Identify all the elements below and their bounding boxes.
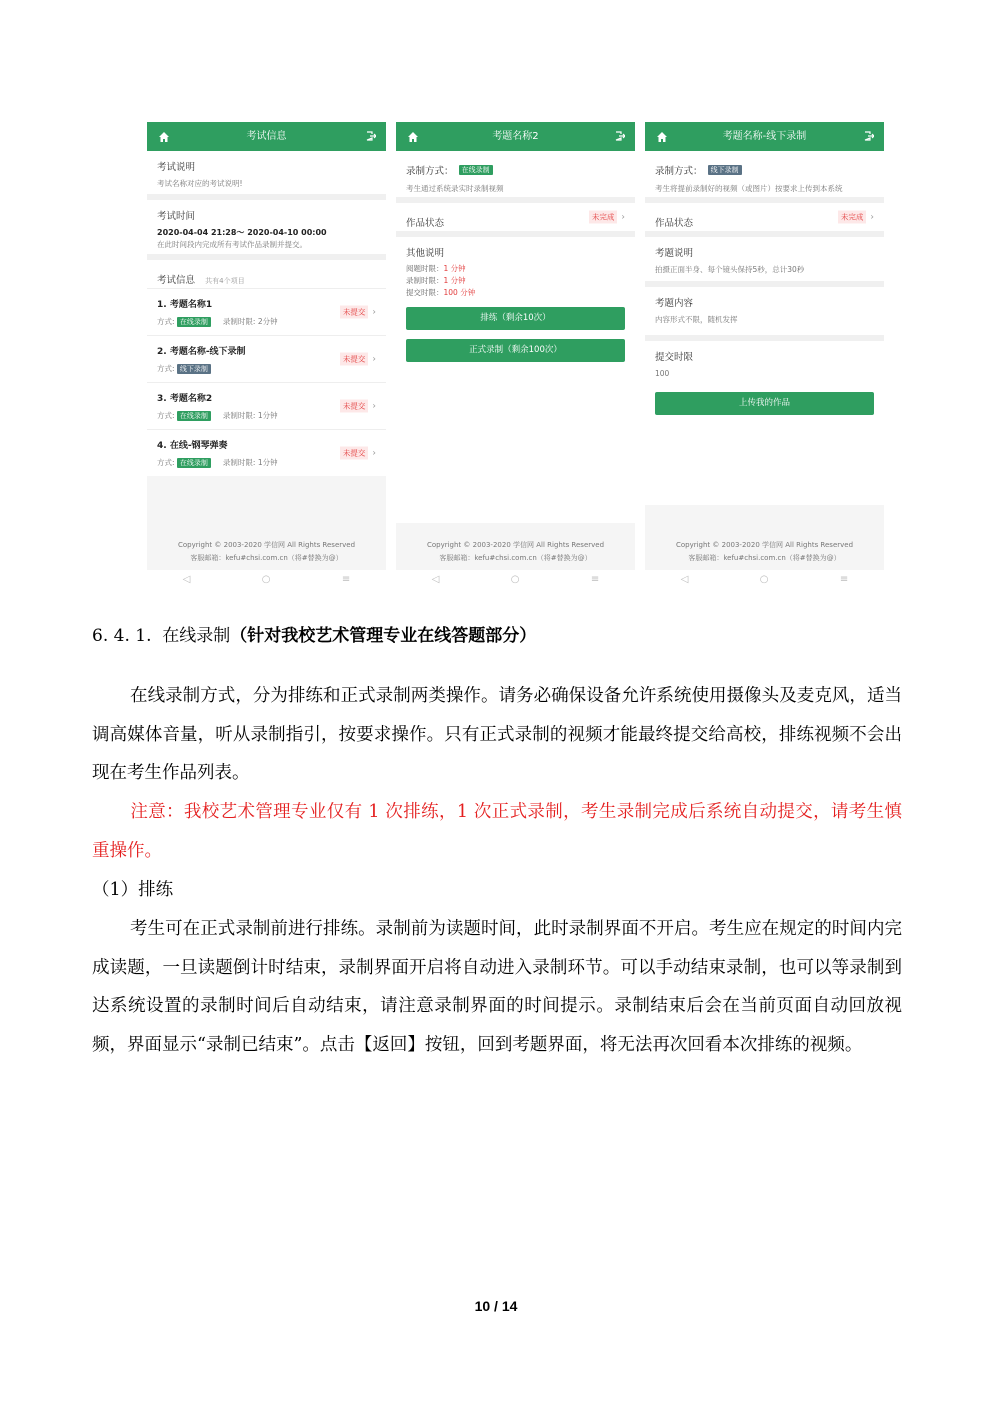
other-notes-section xyxy=(396,237,635,301)
action-area xyxy=(396,301,635,373)
mode-tag: 线下录制 xyxy=(708,165,742,175)
exam-item-list xyxy=(147,288,386,476)
header-title: 考题名称2 xyxy=(492,131,539,142)
heading-number: 6. 4. 1. xyxy=(92,626,152,646)
mode-tag: 在线录制 xyxy=(177,458,211,468)
status-label: 作品状态 xyxy=(655,218,694,229)
app-header xyxy=(645,122,884,151)
status-badge: 未完成 xyxy=(589,211,618,224)
upload-work-button[interactable]: 上传我的作品 xyxy=(655,392,874,415)
mode-description: 考生将提前录制好的视频（或图片）按要求上传到本系统 xyxy=(655,184,843,193)
status-badge: 未提交 xyxy=(340,306,369,319)
warning-paragraph: 注意：我校艺术管理专业仅有 1 次排练，1 次正式录制，考生录制完成后系统自动提交，请考生慎重操作。 xyxy=(92,802,902,861)
page-footer xyxy=(645,532,884,570)
copyright: Copyright © 2003-2020 学信网 All Rights Reserved xyxy=(426,541,605,549)
app-header xyxy=(147,122,386,151)
deadline-section xyxy=(645,341,884,385)
exam-items-header xyxy=(147,260,386,288)
phone-screen-online-recording xyxy=(396,122,635,570)
exam-item-row[interactable] xyxy=(147,382,386,429)
work-status-row[interactable] xyxy=(645,203,884,231)
android-nav-bar xyxy=(147,574,386,585)
logout-icon[interactable] xyxy=(366,131,376,141)
mode-tag: 在线录制 xyxy=(459,165,493,175)
exam-item-meta: 方式: 线下录制 xyxy=(157,363,376,374)
sub-heading-practice: （1）排练 xyxy=(92,880,174,900)
section-heading xyxy=(92,621,536,646)
home-nav-icon[interactable]: ○ xyxy=(759,574,769,585)
chevron-right-icon: › xyxy=(372,307,376,317)
section-subtitle: 内容形式不限，随机发挥 xyxy=(655,315,738,324)
status-badge: 未提交 xyxy=(340,400,369,413)
menu-nav-icon[interactable]: ≡ xyxy=(839,574,849,585)
heading-bold-text: （针对我校艺术管理专业在线答题部分） xyxy=(230,626,537,646)
chevron-right-icon: › xyxy=(870,212,874,222)
section-subtitle: 在此时间段内完成所有考试作品录制并提交。 xyxy=(157,240,307,249)
deadline-value: 100 xyxy=(655,369,670,378)
read-limit: 阅题时限：1 分钟 xyxy=(406,264,466,273)
support-email: 客服邮箱：kefu#chsi.com.cn（将#替换为@） xyxy=(688,554,841,562)
chevron-right-icon: › xyxy=(621,212,625,222)
status-badge: 未提交 xyxy=(340,447,369,460)
recording-mode-section xyxy=(645,151,884,197)
section-title: 考试信息 xyxy=(157,275,196,286)
section-subtitle: 拍摄正面半身、每个镜头保持5秒，总计30秒 xyxy=(655,265,805,274)
status-badge: 未提交 xyxy=(340,353,369,366)
exam-time-section xyxy=(147,200,386,254)
question-desc-section xyxy=(645,237,884,281)
mode-label: 录制方式： xyxy=(406,166,454,177)
chevron-right-icon: › xyxy=(372,401,376,411)
header-title: 考题名称-线下录制 xyxy=(722,131,807,142)
paragraph-practice: 考生可在正式录制前进行排练。录制前为读题时间，此时录制界面不开启。考生应在规定的时间内完成读题，一旦读题倒计时结束，录制界面开启将自动进入录制环节。可以手动结束录制，也可以等录制到达系统设置的录制时间后自动结束，请注意录制界面的时间提示。录制结束后会在当前页面自动回放视频，界面显示“录制已结束”。点击【返回】按钮，回到考题界面，将无法再次回看本次排练的视频。 xyxy=(92,919,902,1055)
android-nav-bar xyxy=(645,574,884,585)
section-title: 考试时间 xyxy=(157,211,196,222)
action-area xyxy=(645,385,884,505)
exam-item-row[interactable] xyxy=(147,288,386,335)
mode-tag: 线下录制 xyxy=(177,364,211,374)
copyright: Copyright © 2003-2020 学信网 All Rights Reserved xyxy=(177,541,356,549)
mode-tag: 在线录制 xyxy=(177,411,211,421)
heading-text: 在线录制 xyxy=(162,626,231,646)
exam-time-value: 2020-04-04 21:28～ 2020-04-10 00:00 xyxy=(157,228,327,237)
section-title: 考试说明 xyxy=(157,162,196,173)
status-label: 作品状态 xyxy=(406,218,445,229)
exam-item-name: 1. 考题名称1 xyxy=(157,300,213,310)
page-footer xyxy=(396,532,635,570)
section-subtitle: 考试名称对应的考试说明! xyxy=(157,179,243,188)
exam-item-name: 4. 在线-钢琴弹奏 xyxy=(157,441,228,451)
formal-recording-button[interactable]: 正式录制（剩余100次） xyxy=(406,339,625,362)
header-title: 考试信息 xyxy=(246,131,287,142)
work-status-row[interactable] xyxy=(396,203,635,231)
support-email: 客服邮箱：kefu#chsi.com.cn（将#替换为@） xyxy=(190,554,343,562)
status-badge: 未完成 xyxy=(838,211,867,224)
logout-icon[interactable] xyxy=(615,131,625,141)
exam-intro-section xyxy=(147,151,386,194)
item-count: 共有4个项目 xyxy=(205,277,245,285)
back-nav-icon[interactable]: ◁ xyxy=(431,574,440,585)
record-limit: 录制时限：1 分钟 xyxy=(406,276,466,285)
paragraph-intro: 在线录制方式，分为排练和正式录制两类操作。请务必确保设备允许系统使用摄像头及麦克风，适当调高媒体音量，听从录制指引，按要求操作。只有正式录制的视频才能最终提交给高校，排练视频不会出现在考生作品列表。 xyxy=(92,686,902,783)
menu-nav-icon[interactable]: ≡ xyxy=(341,574,351,585)
copyright: Copyright © 2003-2020 学信网 All Rights Reserved xyxy=(675,541,854,549)
exam-item-meta: 方式: 在线录制 录制时限: 1分钟 xyxy=(157,458,278,467)
section-title: 其他说明 xyxy=(406,248,445,259)
home-nav-icon[interactable]: ○ xyxy=(510,574,520,585)
chevron-right-icon: › xyxy=(372,448,376,458)
exam-item-row[interactable] xyxy=(147,335,386,382)
exam-item-row[interactable] xyxy=(147,429,386,476)
submit-limit: 提交时限：100 分钟 xyxy=(406,288,476,297)
mode-label: 录制方式： xyxy=(655,166,703,177)
section-title: 考题说明 xyxy=(655,248,694,259)
page-number: 10 / 14 xyxy=(474,1298,518,1314)
home-nav-icon[interactable]: ○ xyxy=(261,574,271,585)
menu-nav-icon[interactable]: ≡ xyxy=(590,574,600,585)
mode-tag: 在线录制 xyxy=(177,317,211,327)
exam-item-meta: 方式: 在线录制 录制时限: 2分钟 xyxy=(157,317,278,326)
back-nav-icon[interactable]: ◁ xyxy=(680,574,689,585)
support-email: 客服邮箱：kefu#chsi.com.cn（将#替换为@） xyxy=(439,554,592,562)
exam-item-name: 3. 考题名称2 xyxy=(157,394,213,404)
android-nav-bar xyxy=(396,574,635,585)
back-nav-icon[interactable]: ◁ xyxy=(182,574,191,585)
mode-description: 考生通过系统录实时录制视频 xyxy=(406,184,504,193)
exam-item-name: 2. 考题名称-线下录制 xyxy=(157,347,246,357)
chevron-right-icon: › xyxy=(372,354,376,364)
app-header xyxy=(396,122,635,151)
section-title: 提交时限 xyxy=(655,352,694,363)
exam-item-meta: 方式: 在线录制 录制时限: 1分钟 xyxy=(157,411,278,420)
section-title: 考题内容 xyxy=(655,298,694,309)
recording-mode-section xyxy=(396,151,635,197)
question-content-section xyxy=(645,287,884,335)
phone-screen-exam-info xyxy=(147,122,386,570)
phone-screen-offline-recording xyxy=(645,122,884,570)
logout-icon[interactable] xyxy=(864,131,874,141)
page-footer xyxy=(147,532,386,570)
practice-button[interactable]: 排练（剩余10次） xyxy=(406,307,625,330)
